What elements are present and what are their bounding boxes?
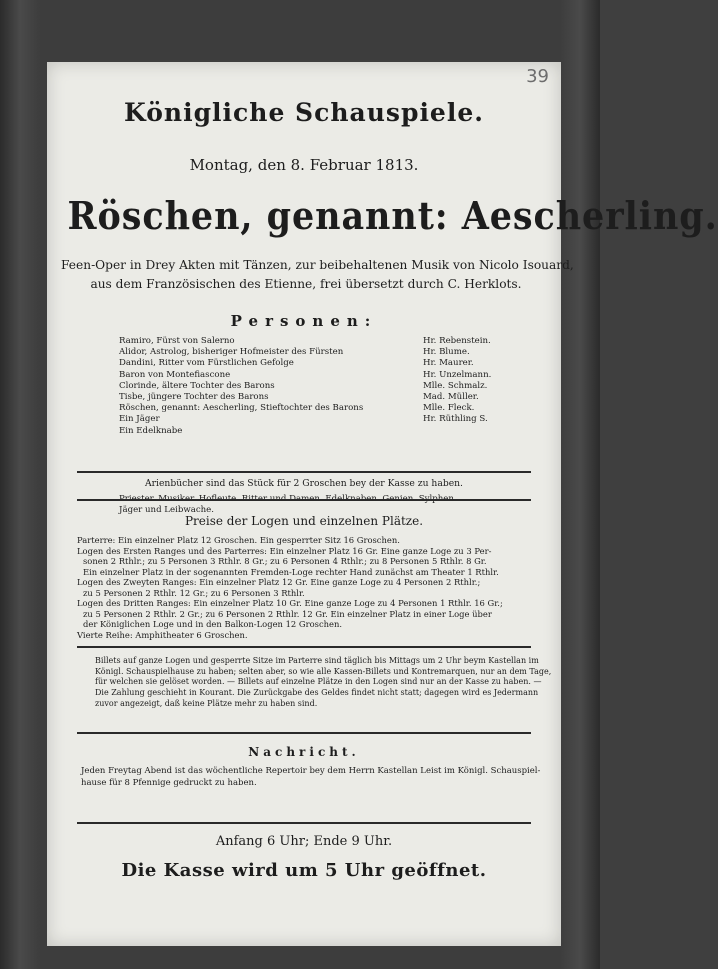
page-number: 39 [526,66,549,87]
cast-actor: Mad. Müller. [423,391,479,402]
billets-line: zuvor angezeigt, daß keine Plätze mehr zu haben sind. [95,698,318,708]
billets-line: Die Zahlung geschieht in Kourant. Die Zurückgabe des Geldes findet nicht statt; dagegen wird es Jedermann [95,688,539,698]
price-line: sonen 2 Rthlr.; zu 5 Personen 3 Rthlr. 8 Gr.; zu 6 Personen 4 Rthlr.; zu 8 Personen 5 Rthlr. 8 Gr. [83,556,487,566]
cast-role: Baron von Montefiascone [119,369,231,380]
cast-role: Ein Edelknabe [119,425,183,436]
cast-actor: Hr. Unzelmann. [423,369,492,380]
cast-row [119,392,549,403]
price-line: zu 5 Personen 2 Rthlr. 2 Gr.; zu 6 Personen 2 Rthlr. 12 Gr. Ein einzelner Platz in einer Loge über [83,608,492,619]
box-office-opening: Die Kasse wird um 5 Uhr geöffnet. [121,860,487,881]
price-list [77,535,547,640]
divider [77,499,531,501]
price-line: Logen des Ersten Ranges und des Parterres: Ein einzelner Platz 16 Gr. Eine ganze Loge zu 3 Per- [77,545,492,556]
cast-role: Tisbe, jüngere Tochter des Barons [119,391,269,402]
price-line: Logen des Dritten Ranges: Ein einzelner Platz 10 Gr. Eine ganze Loge zu 4 Personen 1 Rthlr. 16 Gr.; [77,598,503,608]
cast-role: Ein Jäger [119,414,160,425]
price-line: Logen des Zweyten Ranges: Ein einzelner Platz 12 Gr. Eine ganze Loge zu 4 Personen 2 Rthlr.; [77,577,481,587]
arienbuecher-note: Arienbücher sind das Stück für 2 Groschen bey der Kasse zu haben. [145,478,463,489]
divider [77,822,531,824]
cast-list [119,336,549,437]
nachricht-line: hause für 8 Pfennige gedruckt zu haben. [81,777,257,788]
nachricht-heading: Nachricht. [248,745,360,759]
cast-actor: Hr. Blume. [423,347,470,358]
cast-row [119,426,549,437]
cast-row [119,347,549,358]
billets-info [95,656,552,710]
divider [77,732,531,734]
cast-actor: Mlle. Schmalz. [423,380,488,391]
cast-role: Clorinde, ältere Tochter des Barons [119,380,275,391]
cast-actor: Hr. Rebenstein. [423,336,491,346]
cast-row [119,403,549,414]
divider [77,471,531,473]
cast-role: Röschen, genannt: Aescherling, Stieftochter des Barons [119,403,364,414]
price-line: Vierte Reihe: Amphitheater 6 Groschen. [77,629,248,640]
prices-heading: Preise der Logen und einzelnen Plätze. [184,514,424,528]
price-line: der Königlichen Loge und in den Balkon-Logen 12 Groschen. [83,619,343,629]
cast-role: Dandini, Ritter vom Fürstlichen Gefolge [119,358,294,369]
divider [77,646,531,648]
theatre-title: Königliche Schauspiele. [124,98,484,127]
start-end-time: Anfang 6 Uhr; Ende 9 Uhr. [215,834,393,849]
play-subtitle-line-2: aus dem Französischen des Etienne, frei übersetzt durch C. Herklots. [90,277,522,291]
personen-heading: Personen: [230,312,378,330]
cast-actor: Hr. Maurer. [423,358,474,369]
cast-row [119,381,549,392]
cast-role: Alidor, Astrolog, bisheriger Hofmeister des Fürsten [119,347,344,358]
cast-row [119,336,549,347]
play-subtitle-line-1: Feen-Oper in Drey Akten mit Tänzen, zur beibehaltenen Musik von Nicolo Isouard, [61,258,574,272]
price-line: Parterre: Ein einzelner Platz 12 Groschen. Ein gesperrter Sitz 16 Groschen. [77,535,400,545]
cast-actor: Mlle. Fleck. [423,403,475,414]
price-line: Ein einzelner Platz in der sogenannten Fremden-Loge rechter Hand zunächst am Theater 1 Rthlr. [83,566,499,577]
playbill-sheet [47,62,718,946]
cast-row [119,358,549,369]
billets-line: für welchen sie gelöset worden. — Billets auf einzelne Plätze in den Logen sind nur an der Kasse zu haben. — [95,677,542,687]
price-line: zu 5 Personen 2 Rthlr. 12 Gr.; zu 6 Personen 3 Rthlr. [83,587,305,598]
nachricht-text [81,766,551,789]
cast-actor: Hr. Rüthling S. [423,414,488,425]
cast-row [119,370,549,381]
play-title: Röschen, genannt: Aescherling. [67,193,718,238]
cast-row [119,414,549,425]
billets-line: Billets auf ganze Logen und gesperrte Sitze im Parterre sind täglich bis Mittags um 2 Uhr beym Kastellan im [95,656,539,665]
performance-date: Montag, den 8. Februar 1813. [189,156,419,174]
cast-role: Ramiro, Fürst von Salerno [119,336,235,346]
nachricht-line: Jeden Freytag Abend ist das wöchentliche Repertoir bey dem Herrn Kastellan Leist im Königl. Schauspiel- [81,766,541,776]
billets-line: Königl. Schauspielhause zu haben; selten aber, so wie alle Kassen-Billets und Kontremarquen, nur an dem Tage, [95,666,552,676]
chorus-line: Priester. Musiker. Hofleute. Ritter und Damen. Edelknaben. Genien. Sylphen. [119,494,457,504]
chorus-line: Jäger und Leibwache. [119,505,214,516]
